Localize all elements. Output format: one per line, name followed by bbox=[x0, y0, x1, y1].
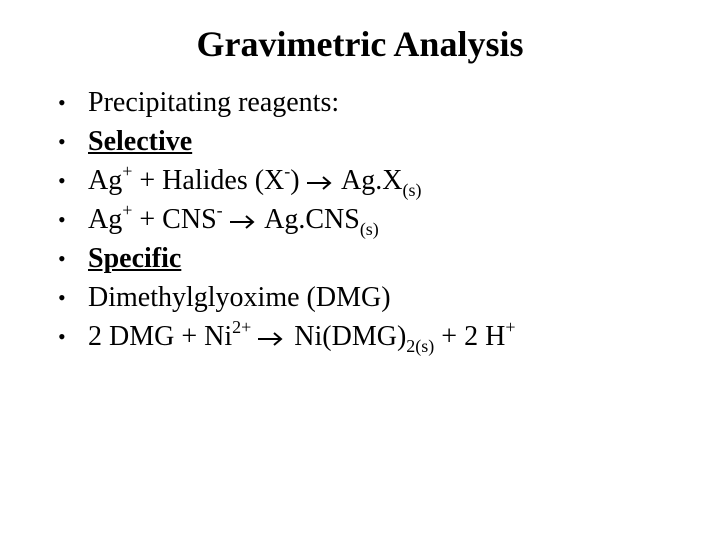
charge: - bbox=[284, 161, 291, 181]
reactant-halides: + Halides (X bbox=[132, 165, 285, 196]
state-subscript: (s) bbox=[359, 219, 379, 239]
bullet-item-selective bbox=[58, 122, 515, 161]
equation bbox=[88, 161, 422, 200]
charge: + bbox=[505, 317, 516, 337]
reactant-ag: Ag bbox=[88, 165, 123, 196]
product-ni-dmg: Ni(DMG) bbox=[287, 321, 407, 352]
bullet-text: Precipitating reagents: bbox=[88, 87, 340, 118]
product-h: + 2 H bbox=[434, 321, 506, 352]
state-subscript: (s) bbox=[402, 180, 422, 200]
bullet-dot: • bbox=[58, 246, 66, 271]
right-arrow-icon bbox=[306, 176, 332, 190]
bullet-item-specific bbox=[58, 239, 515, 278]
bullet-dot: • bbox=[58, 324, 66, 349]
state-subscript: 2(s) bbox=[406, 336, 435, 356]
reactant-ag: Ag bbox=[88, 204, 123, 235]
bullet-heading-specific: Specific bbox=[88, 243, 182, 274]
reactants: 2 DMG + Ni bbox=[88, 321, 233, 352]
equation bbox=[88, 200, 379, 239]
bullet-text: Dimethylglyoxime (DMG) bbox=[88, 282, 391, 313]
bullet-item-silver-thiocyanate-equation bbox=[58, 200, 515, 239]
bullet-dot: • bbox=[58, 90, 66, 115]
charge: 2+ bbox=[232, 317, 252, 337]
bullet-item-nickel-dmg-equation bbox=[58, 317, 515, 356]
bullet-item-reagents bbox=[58, 83, 515, 122]
right-arrow-icon bbox=[229, 215, 255, 229]
paren: ) bbox=[290, 165, 300, 196]
bullet-item-silver-halide-equation bbox=[58, 161, 515, 200]
slide-title: Gravimetric Analysis bbox=[196, 24, 524, 64]
charge: + bbox=[122, 161, 133, 181]
product-agcns: Ag.CNS bbox=[258, 204, 360, 235]
bullet-dot: • bbox=[58, 129, 66, 154]
bullet-list bbox=[58, 83, 515, 356]
bullet-dot: • bbox=[58, 168, 66, 193]
charge: + bbox=[122, 200, 133, 220]
right-arrow-icon bbox=[257, 332, 283, 346]
bullet-item-dmg bbox=[58, 278, 515, 317]
equation bbox=[88, 317, 516, 356]
bullet-dot: • bbox=[58, 285, 66, 310]
bullet-dot: • bbox=[58, 207, 66, 232]
charge: - bbox=[216, 200, 223, 220]
product-agx: Ag.X bbox=[335, 165, 403, 196]
bullet-heading-selective: Selective bbox=[88, 126, 193, 157]
reactant-cns: + CNS bbox=[132, 204, 217, 235]
